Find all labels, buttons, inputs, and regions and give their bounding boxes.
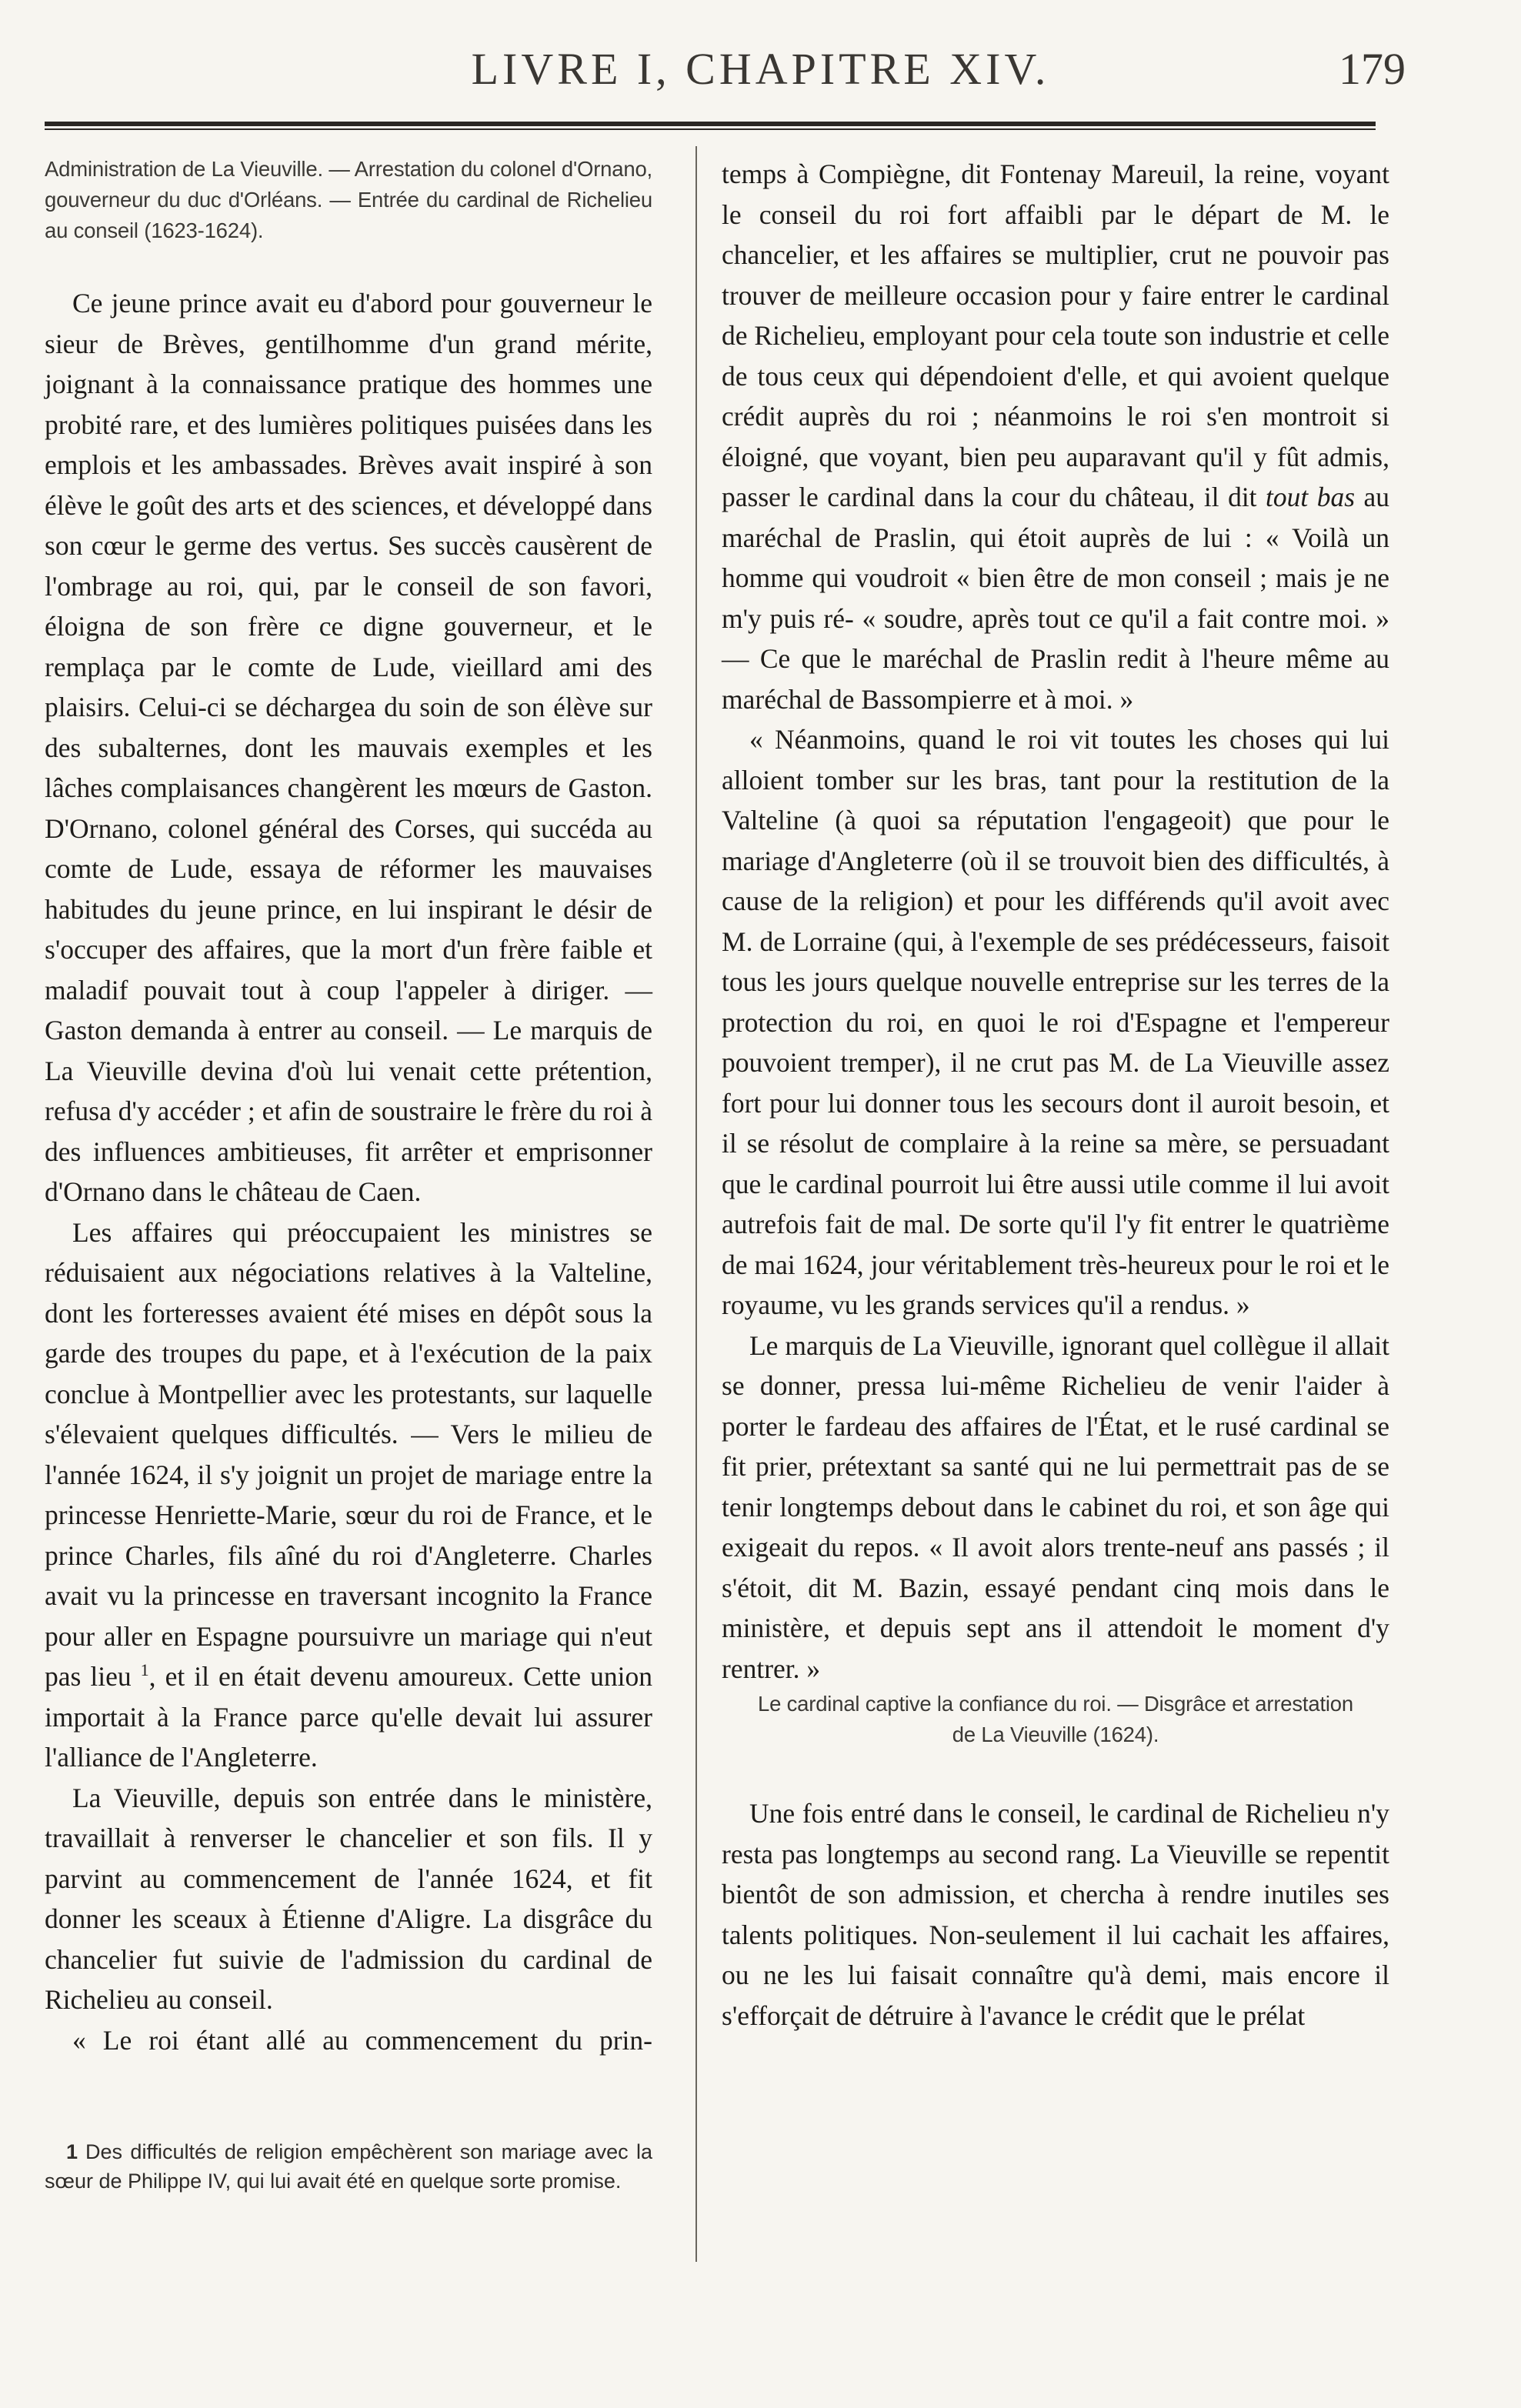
- paragraph-text: au maréchal de Praslin, qui étoit auprès de lui : « Voilà un homme qui voudroit « bien être de mon conseil ; mais je ne m'y puis ré- « soudre, après tout ce qu'il a fait contre moi. » — Ce que le maréchal de Praslin redit à l'heure même au maréchal de Bassompierre et à moi. »: [722, 482, 1390, 715]
- paragraph: Le marquis de La Vieuville, ignorant quel collègue il allait se donner, pressa lui-même Richelieu de venir l'aider à porter le fardeau des affaires de l'État, et le rusé cardinal se fit prier, prétextant sa santé qui ne lui permettrait pas de se tenir longtemps debout dans le cabinet du roi, et son âge qui exigeait du repos. « Il avoit alors trente-neuf ans passés ; il s'étoit, dit M. Bazin, essayé pendant cinq mois dans le ministère, et depuis sept ans il attendoit le moment d'y rentrer. »: [722, 1329, 1389, 1684]
- paragraph: [45, 1212, 652, 1778]
- column-divider: [695, 146, 697, 2262]
- footnote-reference[interactable]: 1: [140, 1660, 149, 1680]
- header-rule-thin: [45, 128, 1376, 130]
- paragraph: La Vieuville, depuis son entrée dans le ministère, travaillait à renverser le chancelier et son fils. Il y parvint au commencement de l'année 1624, et fit donner les sceaux à Étienne d'Aligre. La disgrâce du chancelier fut suivie de l'admission du cardinal de Richelieu au conseil.: [45, 1782, 652, 2015]
- footnote: [45, 2137, 652, 2196]
- paragraph-text: , et il en était devenu amoureux. Cette union importait à la France parce qu'elle devait lui assurer l'alliance de l'Angleterre.: [45, 1661, 653, 1773]
- italic-text: tout bas: [1266, 482, 1356, 512]
- header-rule: [45, 122, 1376, 126]
- footnote-text: Des difficultés de religion empêchèrent son mariage avec la sœur de Philippe IV, qui lui avait été en quelque sorte promise.: [45, 2140, 652, 2193]
- running-title: LIVRE I, CHAPITRE XIV.: [471, 44, 1050, 94]
- paragraph-text: temps à Compiègne, dit Fontenay Mareuil, la reine, voyant le conseil du roi fort affaibli par le départ de M. le chancelier, et les affaires se multiplier, crut ne pouvoir pas trouver de meilleure occasion pour y faire entrer le cardinal de Richelieu, employant pour cela toute son industrie et celle de tous ceux qui dépendoient d'elle, et qui avoient quelque crédit auprès du roi ; néanmoins le roi s'en montroit si éloigné, que voyant, bien peu auparavant qu'il y fût admis, passer le cardinal dans la cour du château, il dit: [722, 158, 1389, 512]
- paragraph-text: Les affaires qui préoccupaient les ministres se réduisaient aux négociations relatives à la Valteline, dont les forteresses avaient été mises en dépôt sous la garde des troupes du pape, et à l'exécution de la paix conclue à Montpellier avec les protestants, sur laquelle s'élevaient quelques difficultés. — Vers le milieu de l'année 1624, il s'y joignit un projet de mariage entre la princesse Henriette-Marie, sœur du roi de France, et le prince Charles, fils aîné du roi d'Angleterre. Charles avait vu la princesse en traversant incognito la France pour aller en Espagne poursuivre un mariage qui n'eut pas lieu: [45, 1216, 652, 1692]
- paragraph: [722, 154, 1389, 719]
- right-column: [722, 154, 1389, 2036]
- paragraph: Ce jeune prince avait eu d'abord pour gouverneur le sieur de Brèves, gentilhomme d'un grand mérite, joignant à la connaissance pratique des hommes une probité rare, et des lumières politiques puisées dans les emplois et les ambassades. Brèves avait inspiré à son élève le goût des arts et des sciences, et développé dans son cœur le germe des vertus. Ses succès causèrent de l'ombrage au roi, qui, par le conseil de son favori, éloigna de son frère ce digne gouverneur, et le remplaça par le comte de Lude, vieillard ami des plaisirs. Celui-ci se déchargea du soin de son élève sur des subalternes, dont les mauvais exemples et les lâches complaisances changèrent les mœurs de Gaston. D'Ornano, colonel général des Corses, qui succéda au comte de Lude, essaya de réformer les mauvaises habitudes du jeune prince, en lui inspirant le désir de s'occuper des affaires, que la mort d'un frère faible et maladif pouvait tout à coup l'appeler à diriger. — Gaston demanda à entrer au conseil. — Le marquis de La Vieuville devina d'où lui venait cette prétention, refusa d'y accéder ; et afin de soustraire le frère du roi à des influences ambitieuses, fit arrêter et emprisonner d'Ornano dans le château de Caen.: [45, 288, 652, 1207]
- paragraph: Une fois entré dans le conseil, le cardinal de Richelieu n'y resta pas longtemps au second rang. La Vieuville se repentit bientôt de son admission, et chercha à rendre inutiles ses talents politiques. Non-seulement il lui cachait les affaires, ou ne les lui faisait connaître qu'à demi, mais encore il s'efforçait de détruire à l'avance le crédit que le prélat: [722, 1798, 1389, 2031]
- paragraph: « Néanmoins, quand le roi vit toutes les choses qui lui alloient tomber sur les bras, tant pour la restitution de la Valteline (à quoi sa réputation l'engageoit) que pour le mariage d'Angleterre (où il se trouvoit bien des difficultés, à cause de la religion) et pour les différends qu'il avoit avec M. de Lorraine (qui, à l'exemple de ses prédécesseurs, faisoit tous les jours quelque nouvelle entreprise sur les terres de la protection du roi, en quoi le roi d'Espagne et l'empereur pouvoient tremper), il ne crut pas M. de La Vieuville assez fort pour lui donner tous les secours dont il auroit besoin, et il se résolut de complaire à la reine sa mère, se persuadant que le cardinal pourroit lui être aussi utile comme il lui avoit autrefois fait de mal. De sorte qu'il l'y fit entrer le quatrième de mai 1624, jour véritablement très-heureux pour le roi et le royaume, vu les grands services qu'il a rendus. »: [722, 724, 1389, 1320]
- section-summary-1: Administration de La Vieuville. — Arrestation du colonel d'Ornano, gouverneur du duc d'Orléans. — Entrée du cardinal de Richelieu au conseil (1623-1624).: [45, 157, 652, 242]
- footnote-marker: 1: [66, 2140, 78, 2163]
- page-number: 179: [1339, 44, 1406, 94]
- left-column: [45, 154, 652, 2060]
- paragraph: « Le roi étant allé au commencement du prin-: [72, 2024, 652, 2056]
- section-summary-2: Le cardinal captive la confiance du roi. — Disgrâce et arrestation de La Vieuville (1624).: [757, 1692, 1353, 1746]
